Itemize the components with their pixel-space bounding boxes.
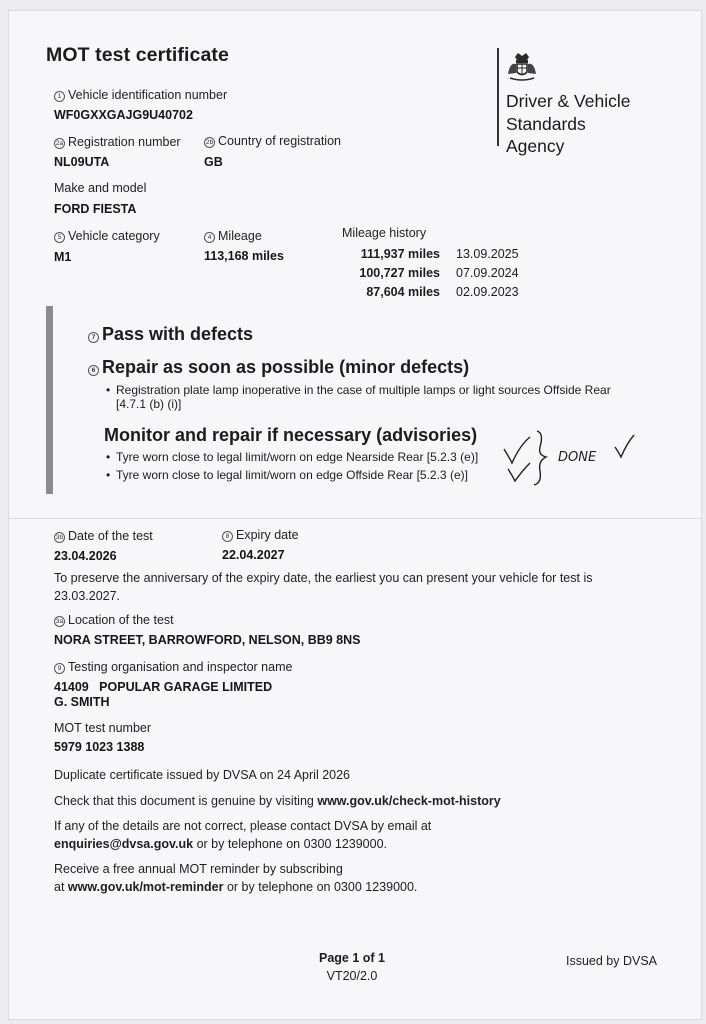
make-model-label: Make and model xyxy=(54,181,147,195)
issued-by: Issued by DVSA xyxy=(566,954,658,968)
agency-name xyxy=(506,90,631,158)
mileage-history-miles: 100,727 miles xyxy=(359,266,440,280)
field-marker: 9 xyxy=(54,663,65,674)
mileage-label: 4 Mileage xyxy=(204,229,262,243)
location-label: 3a Location of the test xyxy=(55,613,174,627)
mileage-value: 113,168 miles xyxy=(204,249,284,263)
registration-value: NL09UTA xyxy=(54,155,110,169)
inspector-name: G. SMITH xyxy=(54,695,110,709)
mileage-history-miles: 87,604 miles xyxy=(366,285,440,299)
test-date-value: 23.04.2026 xyxy=(54,549,117,563)
expiry-date-value: 22.04.2027 xyxy=(222,548,285,562)
field-marker: 1 xyxy=(54,91,65,102)
field-marker: 7 xyxy=(88,332,99,343)
agency-line-1: Driver & Vehicle xyxy=(506,91,631,111)
mileage-history-row xyxy=(332,285,519,299)
organisation-value: 41409 POPULAR GARAGE LIMITED xyxy=(54,680,273,694)
handwritten-done-note: DONE xyxy=(558,450,597,465)
test-number-value: 5979 1023 1388 xyxy=(54,740,145,754)
duplicate-note: Duplicate certificate issued by DVSA on 24 April 2026 xyxy=(54,768,351,782)
contact-note-line-1: If any of the details are not correct, please contact DVSA by email at xyxy=(54,819,432,833)
form-code: VT20/2.0 xyxy=(326,969,378,983)
mot-reminder-link[interactable]: www.gov.uk/mot-reminder xyxy=(67,880,224,894)
genuine-check-note: Check that this document is genuine by visiting www.gov.uk/check-mot-history xyxy=(54,794,501,808)
test-number-label: MOT test number xyxy=(54,721,152,735)
agency-line-2: Standards xyxy=(506,113,586,134)
field-marker: 2b xyxy=(205,139,214,146)
mileage-history-miles: 111,937 miles xyxy=(360,247,440,261)
mileage-history-date: 07.09.2024 xyxy=(456,266,519,280)
expiry-date-label: 8 Expiry date xyxy=(222,528,299,542)
advisory-item: • Tyre worn close to legal limit/worn on edge Nearside Rear [5.2.3 (e)] xyxy=(106,450,479,464)
vehicle-category-label: 5 Vehicle category xyxy=(54,229,160,243)
field-marker: 8 xyxy=(222,531,233,542)
vehicle-category-value: M1 xyxy=(54,250,72,264)
contact-note-line-2: enquiries@dvsa.gov.uk or by telephone on 0300 1239000. xyxy=(54,837,388,851)
organisation-label: 9 Testing organisation and inspector name xyxy=(54,660,292,674)
registration-label: 2a Registration number xyxy=(55,135,181,149)
check-mot-history-link[interactable]: www.gov.uk/check-mot-history xyxy=(317,794,501,808)
page-number: Page 1 of 1 xyxy=(319,951,385,965)
field-marker: 6 xyxy=(88,365,99,376)
field-marker: 2a xyxy=(55,140,64,147)
agency-line-3: Agency xyxy=(506,136,565,156)
document-title: MOT test certificate xyxy=(46,44,229,66)
mileage-history-date: 13.09.2025 xyxy=(456,247,519,261)
anniversary-note: To preserve the anniversary of the expiry date, the earliest you can present your vehicle for test is xyxy=(54,571,593,585)
reminder-note-line-2: at www.gov.uk/mot-reminder or by telephone on 0300 1239000. xyxy=(54,880,418,894)
mileage-history-label: Mileage history xyxy=(342,226,427,240)
make-model-value: FORD FIESTA xyxy=(54,202,137,216)
agency-divider xyxy=(497,48,499,146)
advisory-item: • Tyre worn close to legal limit/worn on edge Offside Rear [5.2.3 (e)] xyxy=(106,468,468,482)
location-value: NORA STREET, BARROWFORD, NELSON, BB9 8NS xyxy=(54,633,361,647)
result-sidebar-bar xyxy=(46,306,53,494)
anniversary-date: 23.03.2027. xyxy=(54,589,121,603)
result-heading: 7 Pass with defects xyxy=(88,324,253,345)
field-marker: 3a xyxy=(55,618,64,625)
vin-value: WF0GXXGAJG9U40702 xyxy=(54,108,193,122)
field-marker: 3b xyxy=(55,534,64,541)
minor-defect-item: • Registration plate lamp inoperative in the case of multiple lamps or light sources Offside Rear [4.7.1 (b) (i)] xyxy=(106,383,611,411)
test-date-label: 3b Date of the test xyxy=(55,529,153,543)
mileage-history-date: 02.09.2023 xyxy=(456,285,519,299)
country-label: 2b Country of registration xyxy=(205,134,341,148)
field-marker: 5 xyxy=(54,232,65,243)
dvsa-email-link[interactable]: enquiries@dvsa.gov.uk xyxy=(54,837,194,851)
royal-crest-icon xyxy=(504,48,540,84)
country-value: GB xyxy=(204,155,223,169)
minor-defects-heading: 6 Repair as soon as possible (minor defects) xyxy=(88,357,469,378)
advisories-heading: Monitor and repair if necessary (advisories) xyxy=(104,425,478,445)
vin-label: 1 Vehicle identification number xyxy=(54,88,227,102)
mileage-history-row xyxy=(332,266,519,280)
paper-fold-line xyxy=(8,518,702,519)
mileage-history-row xyxy=(332,247,519,261)
reminder-note-line-1: Receive a free annual MOT reminder by subscribing xyxy=(54,862,343,876)
field-marker: 4 xyxy=(204,232,215,243)
